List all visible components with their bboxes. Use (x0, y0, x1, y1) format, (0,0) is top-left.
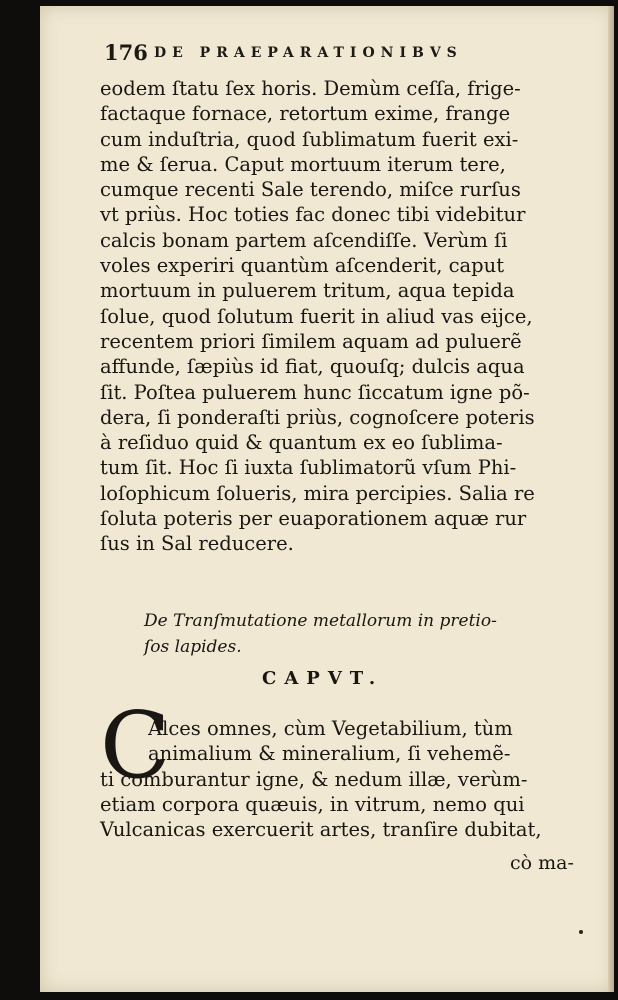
running-head: DE PRAEPARATIONIBVS (154, 45, 463, 61)
drop-cap: C (100, 692, 171, 799)
catchword: cò ma- (510, 852, 574, 874)
chapter-line: Vulcanicas exercuerit artes, tranſire dubitat, (100, 818, 542, 842)
ink-dot (579, 930, 583, 934)
chapter-line: ti comburantur igne, & nedum illæ, verùm- (100, 767, 528, 791)
page-header (104, 40, 574, 70)
caput-heading: CAPVT. (262, 668, 384, 689)
page-edge (608, 6, 614, 992)
chapter-line: animalium & mineralium, ſi vehemẽ- (148, 742, 511, 766)
page-number: 176 (104, 40, 148, 65)
chapter-line: Alces omnes, cùm Vegetabilium, tùm (148, 717, 513, 740)
body-paragraph: eodem ſtatu ſex horis. Demùm ceſſa, frige- factaque fornace, retortum exime, frange cum induſtria, quod ſublimatum fuerit exi- me & ſerua. Caput mortuum iterum tere, cumque recenti Sale terendo, miſce rurſus vt priùs. Hoc toties fac donec tibi videbitur calcis bonam partem aſcendiſſe. Verùm ſi voles experiri quantùm aſcenderit, caput mortuum in puluerem tritum, aqua tepida ſolue, quod ſolutum fuerit in aliud vas eijce, recentem priori ſimilem aquam ad puluerẽ affunde, ſæpiùs id fiat, quouſq; dulcis aqua ſit. Poſtea puluerem hunc ſiccatum igne põ- dera, ſi ponderaſti priùs, cognoſcere poteris à reſiduo quid & quantum ex eo ſublima- tum ſit. Hoc ſi iuxta ſublimatorũ vſum Phi- loſophicum ſolueris, mira percipies. Salia re ſoluta poteris per euaporationem aquæ rur ſus in Sal reducere. (100, 77, 535, 556)
chapter-paragraph (100, 716, 580, 842)
section-title: De Tranſmutatione metallorum in pretio- ſos lapides. (144, 611, 497, 657)
chapter-line: etiam corpora quæuis, in vitrum, nemo qui (100, 792, 525, 816)
